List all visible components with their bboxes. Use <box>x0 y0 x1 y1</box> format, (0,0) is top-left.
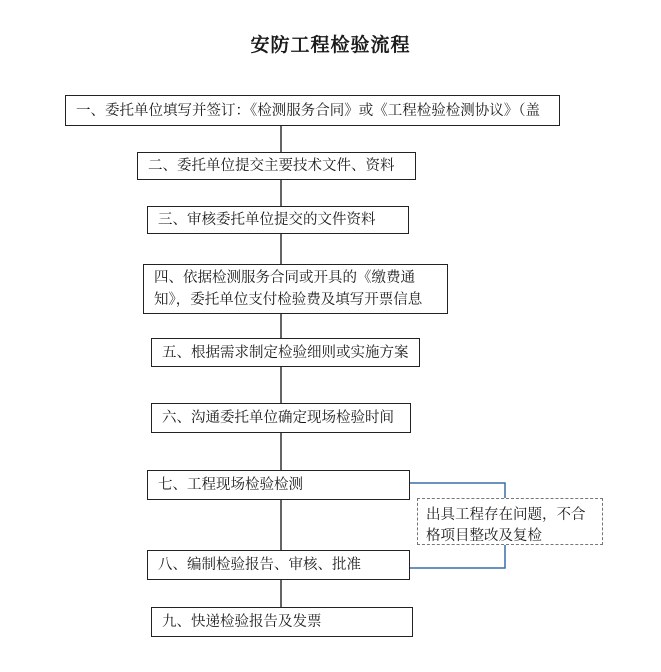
step-1-box: 一、委托单位填写并签订：《检测服务合同》或《工程检验检测协议》（盖 <box>65 95 560 126</box>
step-5-box: 五、根据需求制定检验细则或实施方案 <box>151 338 420 367</box>
step-2-box: 二、委托单位提交主要技术文件、资料 <box>137 152 416 180</box>
rework-loop-line <box>410 545 505 568</box>
rework-loop-line <box>410 483 505 498</box>
step-8-box: 八、编制检验报告、审核、批准 <box>147 550 410 580</box>
step-4-box: 四、依据检测服务合同或开具的《缴费通知》，委托单位支付检验费及填写开票信息 <box>143 264 448 314</box>
step-3-box: 三、审核委托单位提交的文件资料 <box>147 206 409 234</box>
step-6-box: 六、沟通委托单位确定现场检验时间 <box>151 403 411 433</box>
step-9-box: 九、快递检验报告及发票 <box>151 607 413 637</box>
page-title: 安防工程检验流程 <box>250 34 411 56</box>
rework-note: 出具工程存在问题，不合格项目整改及复检 <box>417 498 603 545</box>
step-7-box: 七、工程现场检验检测 <box>147 470 410 500</box>
